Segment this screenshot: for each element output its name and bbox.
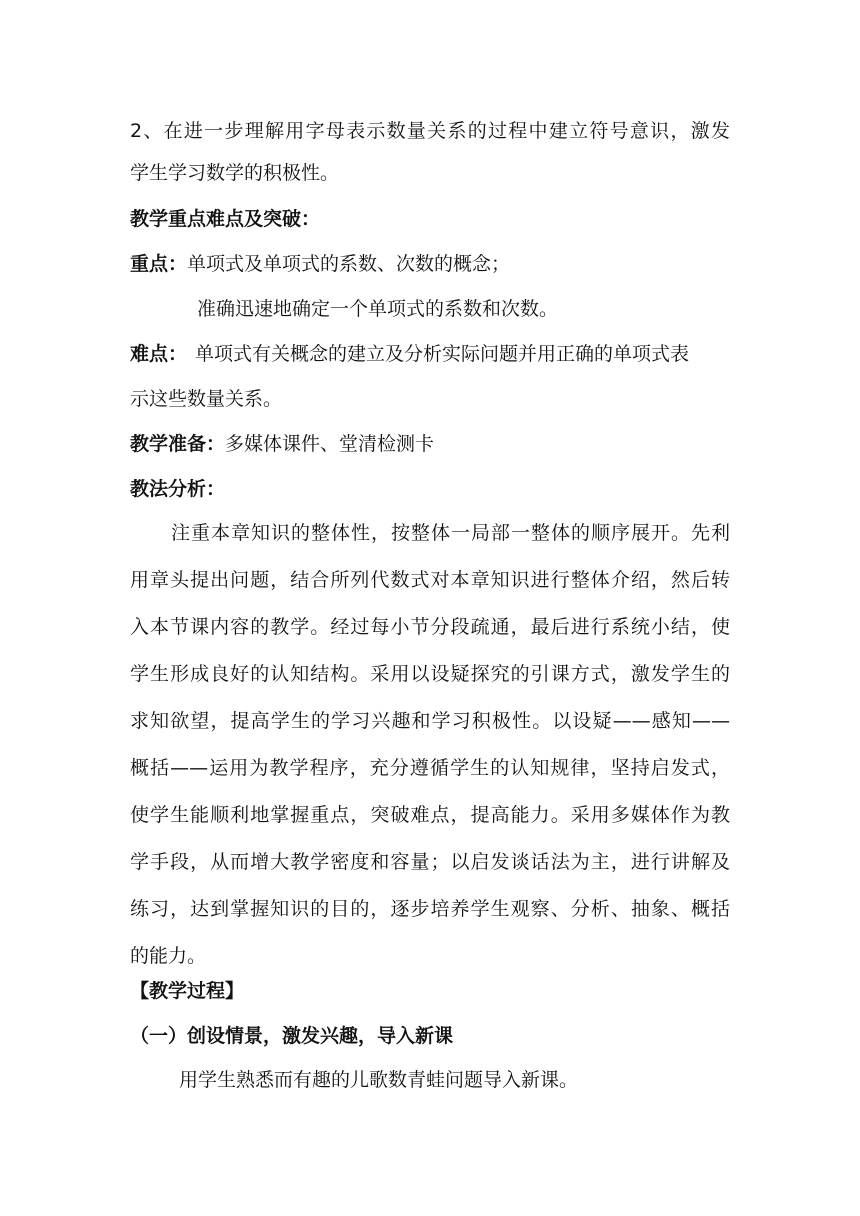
method-line-6: 概括——运用为教学程序，充分遵循学生的认知规律，坚持启发式， [130, 757, 730, 779]
process-heading: 【教学过程】 [130, 980, 245, 1002]
focus-text-2: 准确迅速地确定一个单项式的系数和次数。 [197, 298, 559, 320]
method-line-10: 的能力。 [130, 945, 207, 967]
method-line-5: 求知欲望，提高学生的学习兴趣和学习积极性。以设疑——感知—— [130, 710, 730, 732]
preparation-line [130, 432, 730, 456]
focus-line [130, 252, 730, 276]
difficulty-label: 难点： [130, 343, 188, 365]
method-heading: 教法分析： [130, 478, 226, 500]
section-1-text: 用学生熟悉而有趣的儿歌数青蛙问题导入新课。 [179, 1069, 579, 1091]
method-line-8: 学手段，从而增大教学密度和容量；以启发谈话法为主，进行讲解及 [130, 851, 730, 873]
key-points-heading: 教学重点难点及突破： [130, 208, 321, 230]
method-line-1: 注重本章知识的整体性，按整体一局部一整体的顺序展开。先利 [171, 522, 730, 544]
method-line-4: 学生形成良好的认知结构。采用以设疑探究的引课方式，激发学生的 [130, 663, 730, 685]
focus-text: 单项式及单项式的系数、次数的概念； [187, 253, 511, 275]
preparation-label: 教学准备： [130, 433, 226, 455]
method-line-3: 入本节课内容的教学。经过每小节分段疏通，最后进行系统小结，使 [130, 616, 730, 638]
difficulty-line [130, 342, 730, 366]
objective-2-line-2: 学生学习数学的积极性。 [130, 162, 340, 184]
method-line-9: 练习，达到掌握知识的目的，逐步培养学生观察、分析、抽象、概括 [130, 898, 730, 920]
difficulty-text-2: 示这些数量关系。 [130, 388, 283, 410]
method-line-7: 使学生能顺利地掌握重点，突破难点，提高能力。采用多媒体作为教 [130, 804, 730, 826]
objective-2-line-1: 2、在进一步理解用字母表示数量关系的过程中建立符号意识，激发 [130, 120, 730, 142]
difficulty-text-1: 单项式有关概念的建立及分析实际问题并用正确的单项式表 [195, 343, 690, 365]
section-1-title: （一）创设情景，激发兴趣，导入新课 [130, 1025, 454, 1047]
preparation-text: 多媒体课件、堂清检测卡 [225, 433, 435, 455]
focus-label: 重点： [130, 253, 188, 275]
method-line-2: 用章头提出问题，结合所列代数式对本章知识进行整体介绍，然后转 [130, 569, 730, 591]
